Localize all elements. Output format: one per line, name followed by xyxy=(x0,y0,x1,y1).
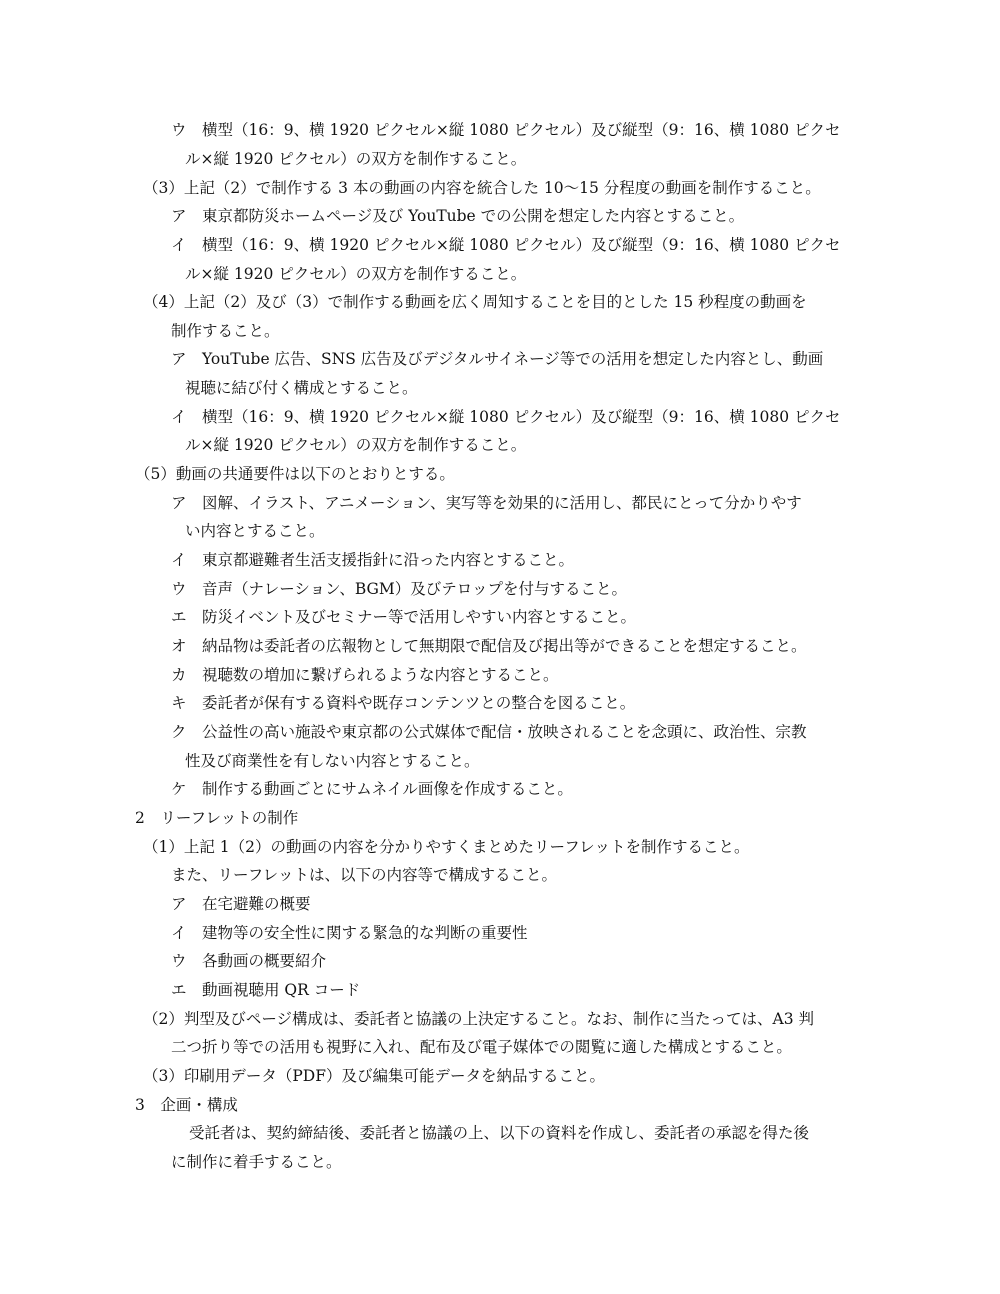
text-line: ア 図解、イラスト、アニメーション、実写等を効果的に活用し、都民にとって分かりやす xyxy=(171,494,802,512)
text-line: ル×縦 1920 ピクセル）の双方を制作すること。 xyxy=(185,436,527,454)
text-line: ク 公益性の高い施設や東京都の公式媒体で配信・放映されることを念頭に、政治性、宗教 xyxy=(171,723,807,741)
text-line: イ 東京都避難者生活支援指針に沿った内容とすること。 xyxy=(171,551,575,569)
section-heading: 2 リーフレットの制作 xyxy=(135,809,299,827)
text-line: ア YouTube 広告、SNS 広告及びデジタルサイネージ等での活用を想定した内容とし、動画 xyxy=(171,350,824,368)
text-line: イ 横型（16：9、横 1920 ピクセル×縦 1080 ピクセル）及び縦型（9：16、横 1080 ピクセ xyxy=(171,236,841,254)
text-line: ウ 横型（16：9、横 1920 ピクセル×縦 1080 ピクセル）及び縦型（9：16、横 1080 ピクセ xyxy=(171,121,841,139)
text-line: ア 在宅避難の概要 xyxy=(171,895,311,913)
text-line: い内容とすること。 xyxy=(185,522,325,540)
text-line: ウ 各動画の概要紹介 xyxy=(171,952,327,970)
section-heading: 3 企画・構成 xyxy=(135,1096,238,1114)
text-line: ル×縦 1920 ピクセル）の双方を制作すること。 xyxy=(185,265,527,283)
text-line: また、リーフレットは、以下の内容等で構成すること。 xyxy=(171,866,557,884)
text-line: （1）上記 1（2）の動画の内容を分かりやすくまとめたリーフレットを制作すること。 xyxy=(143,838,750,856)
text-line: キ 委託者が保有する資料や既存コンテンツとの整合を図ること。 xyxy=(171,694,636,712)
text-line: カ 視聴数の増加に繋げられるような内容とすること。 xyxy=(171,666,559,684)
text-line: ウ 音声（ナレーション、BGM）及びテロップを付与すること。 xyxy=(171,580,627,598)
text-line: （3）印刷用データ（PDF）及び編集可能データを納品すること。 xyxy=(143,1067,605,1085)
text-line: 制作すること。 xyxy=(171,322,280,340)
text-line: オ 納品物は委託者の広報物として無期限で配信及び掲出等ができることを想定すること。 xyxy=(171,637,807,655)
text-line: エ 防災イベント及びセミナー等で活用しやすい内容とすること。 xyxy=(171,608,637,626)
text-line: イ 横型（16：9、横 1920 ピクセル×縦 1080 ピクセル）及び縦型（9：16、横 1080 ピクセ xyxy=(171,408,841,426)
text-line: に制作に着手すること。 xyxy=(171,1153,342,1171)
text-line: ケ 制作する動画ごとにサムネイル画像を作成すること。 xyxy=(171,780,573,798)
text-line: 二つ折り等での活用も視野に入れ、配布及び電子媒体での閲覧に適した構成とすること。 xyxy=(171,1038,792,1056)
text-line: 視聴に結び付く構成とすること。 xyxy=(185,379,418,397)
text-line: 性及び商業性を有しない内容とすること。 xyxy=(185,752,480,770)
text-line: （4）上記（2）及び（3）で制作する動画を広く周知することを目的とした 15 秒程度の動画を xyxy=(143,293,807,311)
text-line: ル×縦 1920 ピクセル）の双方を制作すること。 xyxy=(185,150,527,168)
text-line: （5）動画の共通要件は以下のとおりとする。 xyxy=(135,465,455,483)
text-line: ア 東京都防災ホームページ及び YouTube での公開を想定した内容とすること。 xyxy=(171,207,745,225)
text-line: （3）上記（2）で制作する 3 本の動画の内容を統合した 10〜15 分程度の動画を制作すること。 xyxy=(143,179,821,197)
text-line: エ 動画視聴用 QR コード xyxy=(171,981,361,999)
text-line: 受託者は、契約締結後、委託者と協議の上、以下の資料を作成し、委託者の承認を得た後 xyxy=(189,1124,810,1142)
text-line: （2）判型及びページ構成は、委託者と協議の上決定すること。なお、制作に当たっては、A3 判 xyxy=(143,1010,815,1028)
text-line: イ 建物等の安全性に関する緊急的な判断の重要性 xyxy=(171,924,528,942)
